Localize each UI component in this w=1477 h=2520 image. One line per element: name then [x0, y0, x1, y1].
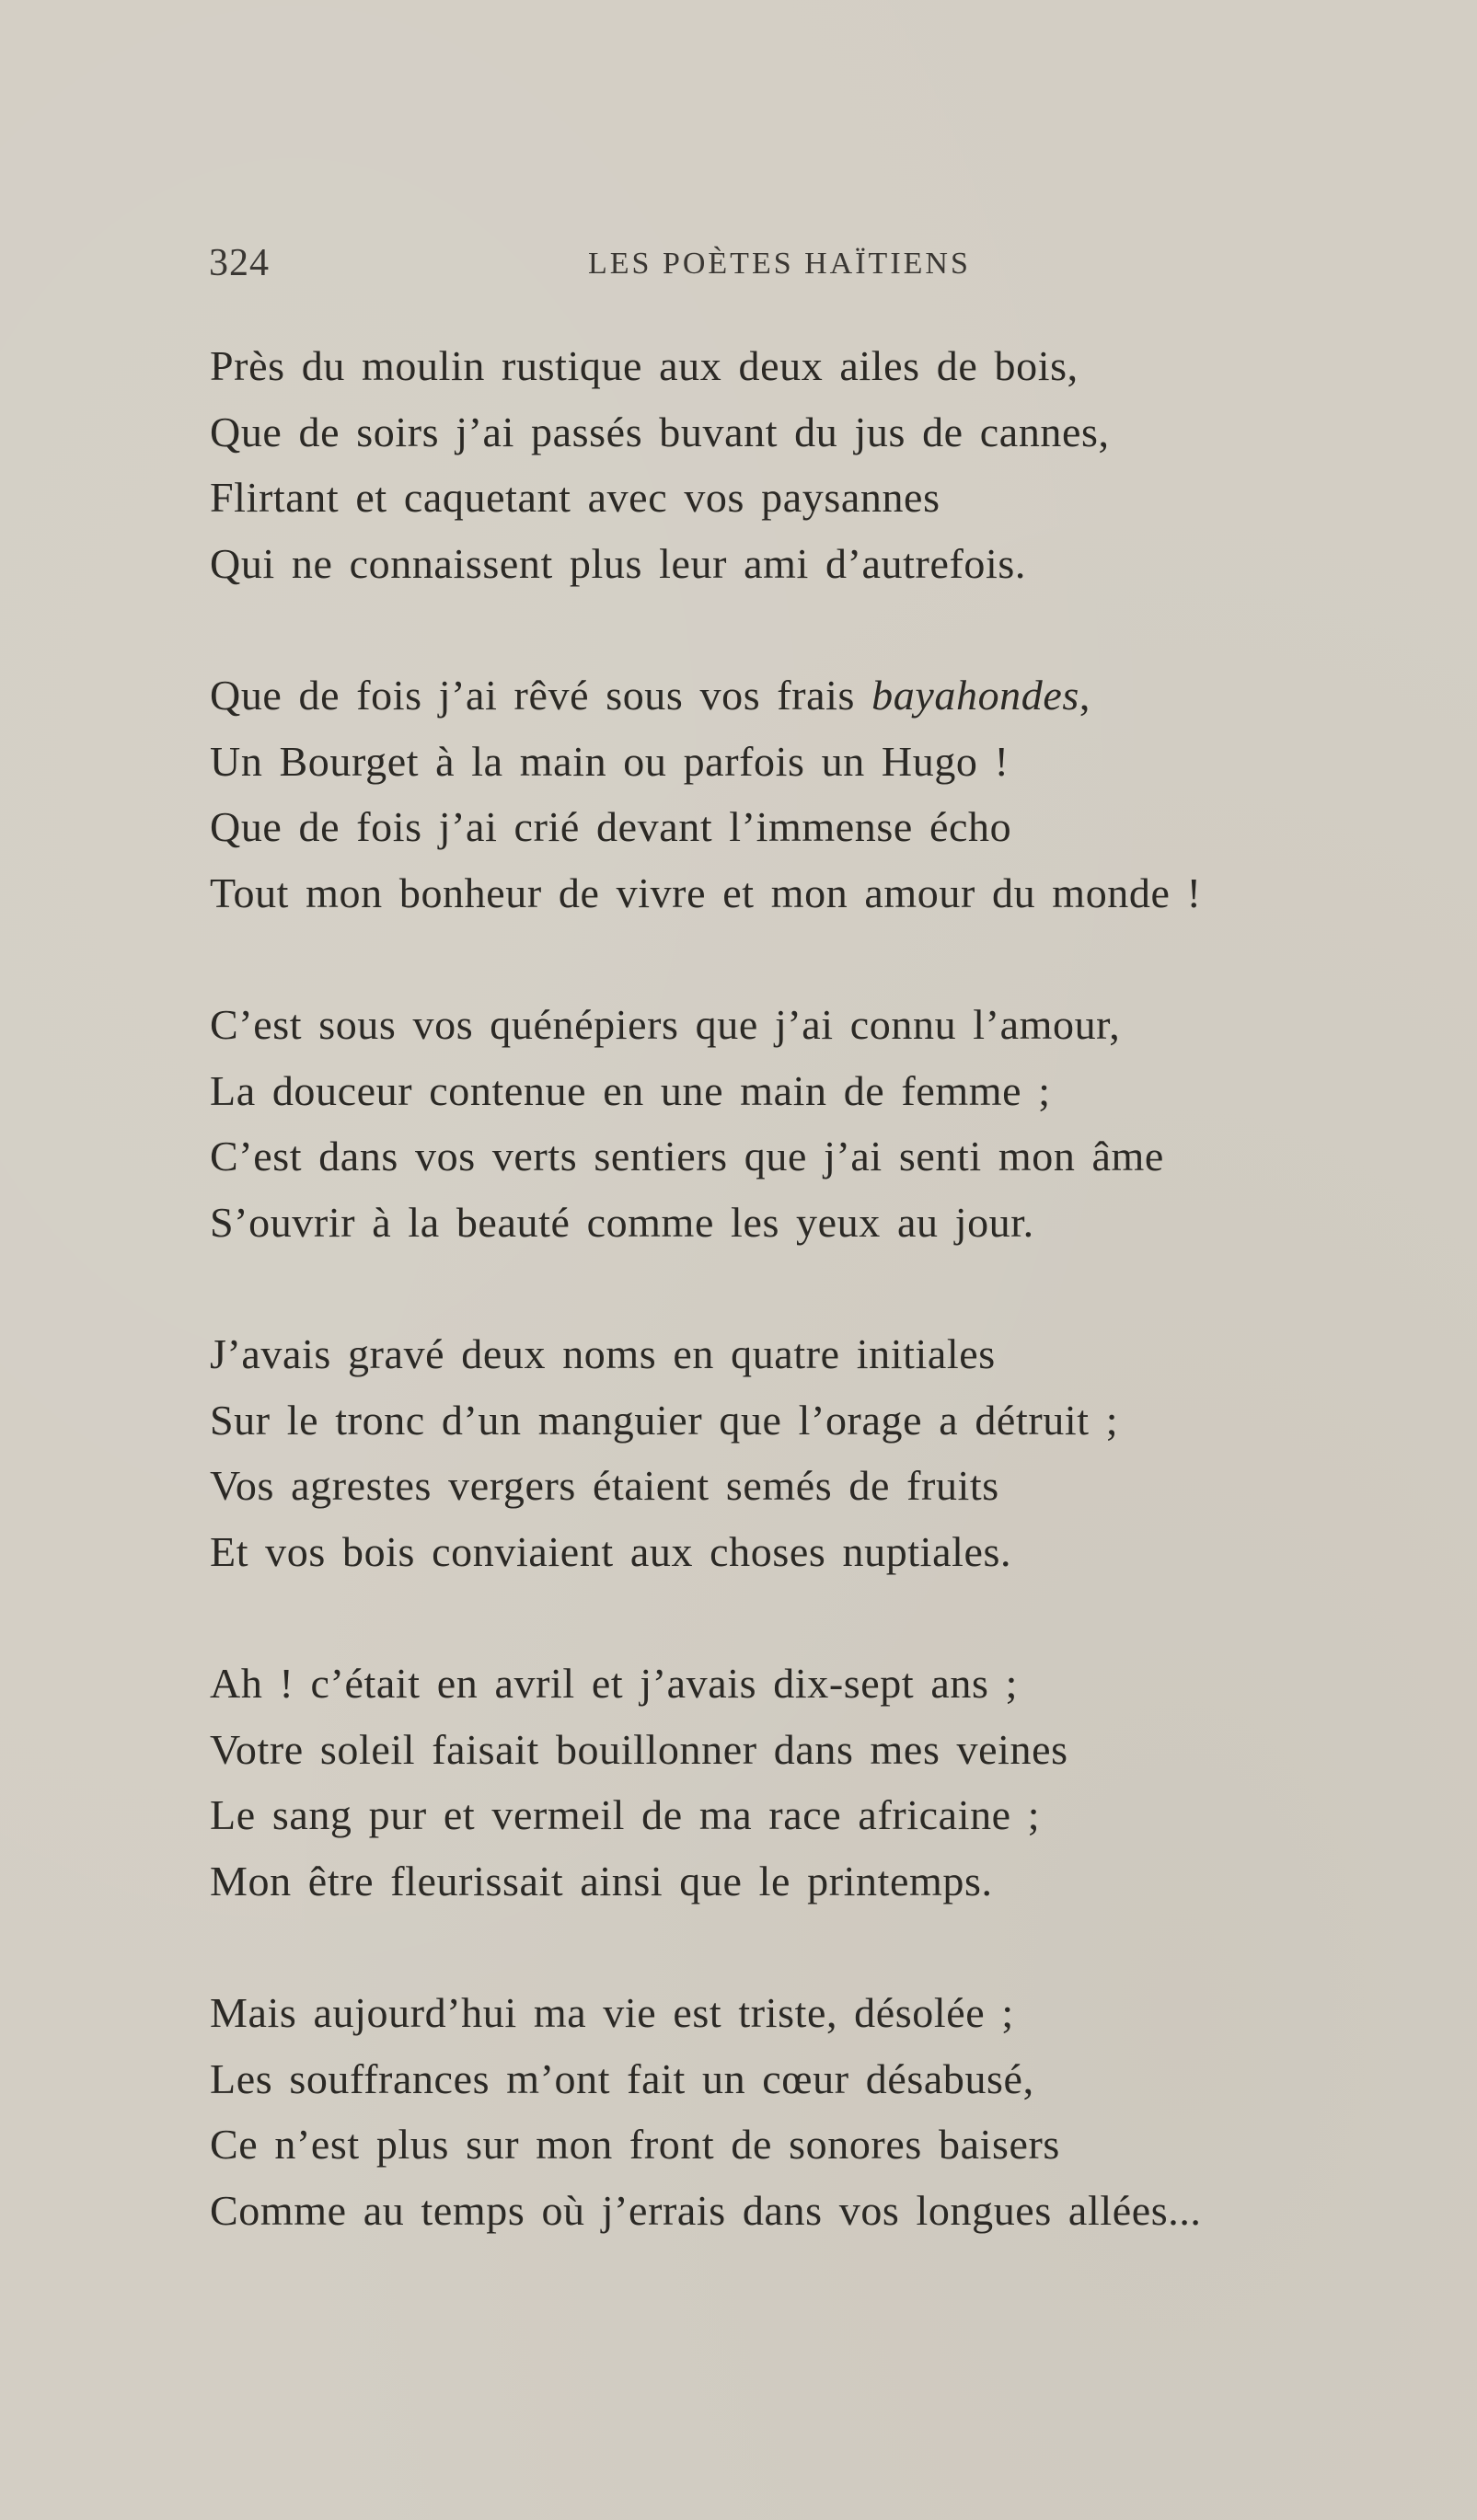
- verse-line: Un Bourget à la main ou parfois un Hugo !: [210, 737, 1010, 785]
- verse-line: Comme au temps où j’errais dans vos longues allées...: [210, 2186, 1202, 2234]
- page-number: 324: [209, 242, 270, 284]
- verse-line: Le sang pur et vermeil de ma race africaine ;: [210, 1791, 1041, 1838]
- stanza-4: [210, 1321, 1406, 1584]
- verse-line: Et vos bois conviaient aux choses nuptiales.: [210, 1527, 1012, 1575]
- verse-line: Sur le tronc d’un manguier que l’orage a détruit ;: [210, 1396, 1119, 1444]
- verse-line: Près du moulin rustique aux deux ailes de bois,: [210, 342, 1079, 389]
- stanza-5: [210, 1651, 1406, 1914]
- verse-line: Flirtant et caquetant avec vos paysannes: [210, 474, 940, 521]
- stanza-2: [210, 662, 1406, 926]
- verse-line: Tout mon bonheur de vivre et mon amour du monde !: [210, 869, 1202, 916]
- verse-line: Vos agrestes vergers étaient semés de fruits: [210, 1462, 999, 1509]
- verse-line: [210, 662, 1406, 729]
- italic-word: bayahondes: [871, 672, 1079, 719]
- verse-line: Mon être fleurissait ainsi que le printemps.: [210, 1857, 993, 1904]
- verse-punctuation: ,: [1079, 672, 1091, 719]
- verse-line: J’avais gravé deux noms en quatre initiales: [210, 1330, 996, 1377]
- verse-line: C’est sous vos quénépiers que j’ai connu l’amour,: [210, 1001, 1121, 1048]
- verse-line: Que de fois j’ai crié devant l’immense écho: [210, 803, 1012, 850]
- verse-line: Votre soleil faisait bouillonner dans mes veines: [210, 1725, 1068, 1773]
- stanza-3: [210, 992, 1406, 1255]
- verse-line-text: Que de fois j’ai rêvé sous vos frais: [210, 672, 856, 719]
- running-title: LES POÈTES HAÏTIENS: [588, 247, 971, 281]
- running-head: [209, 241, 1253, 296]
- stanza-1: [210, 333, 1406, 596]
- verse-line: La douceur contenue en une main de femme ;: [210, 1066, 1051, 1114]
- poem-body: [210, 333, 1406, 2309]
- verse-line: Ah ! c’était en avril et j’avais dix-sept ans ;: [210, 1660, 1018, 1707]
- verse-line: Les souffrances m’ont fait un cœur désabusé,: [210, 2054, 1034, 2102]
- verse-line: C’est dans vos verts sentiers que j’ai senti mon âme: [210, 1133, 1164, 1179]
- verse-line: Que de soirs j’ai passés buvant du jus de cannes,: [210, 408, 1110, 455]
- verse-line: Ce n’est plus sur mon front de sonores baisers: [210, 2121, 1060, 2168]
- verse-line: S’ouvrir à la beauté comme les yeux au jour.: [210, 1198, 1034, 1246]
- stanza-6: [210, 1980, 1406, 2243]
- verse-line: Mais aujourd’hui ma vie est triste, désolée ;: [210, 1989, 1014, 2036]
- verse-line: Qui ne connaissent plus leur ami d’autrefois.: [210, 539, 1026, 587]
